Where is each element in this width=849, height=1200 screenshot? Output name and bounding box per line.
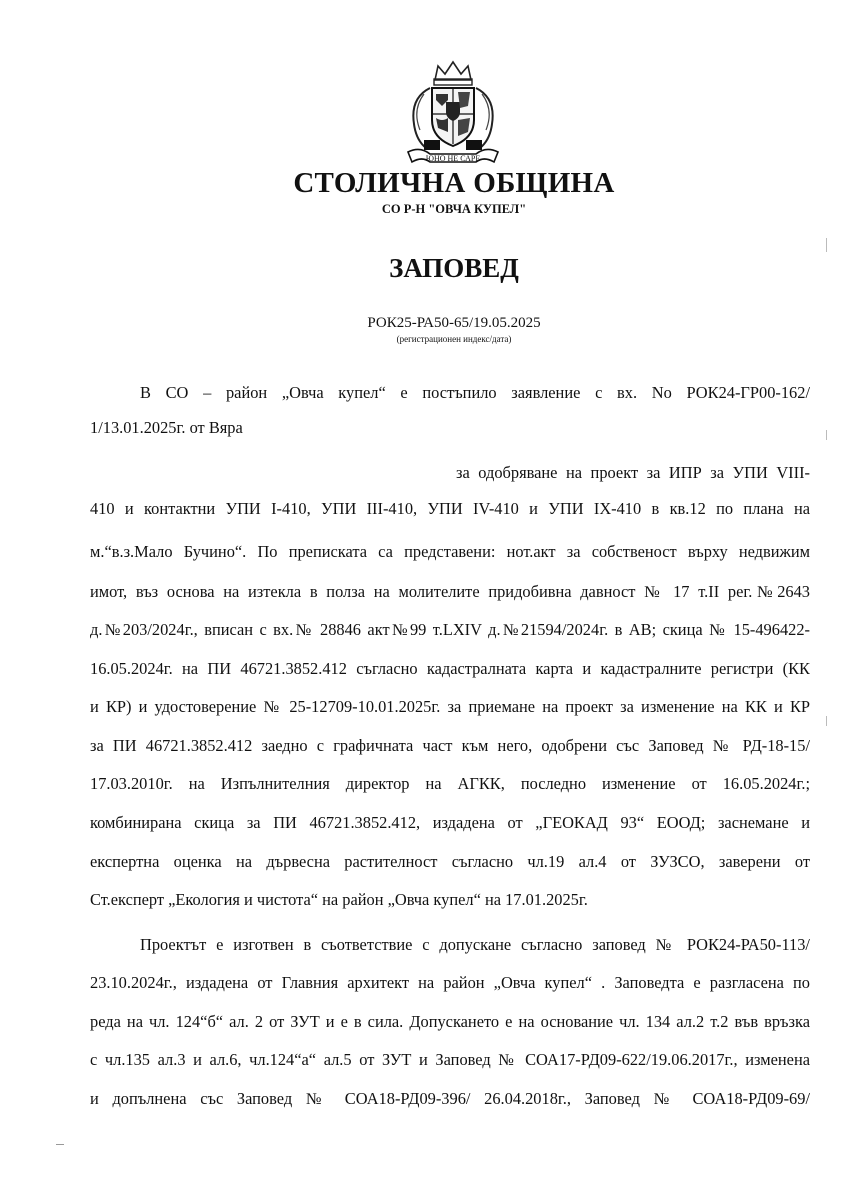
body-line: м.“в.з.Мало Бучино“. По преписката са представени: нот.акт за собственост върху недвижим: [90, 542, 810, 561]
district-name: СО Р-Н "ОВЧА КУПЕЛ": [381, 202, 527, 216]
scan-mark: [826, 716, 827, 726]
body-line: Проектът е изготвен в съответствие с допускане съгласно заповед № РОК24-РА50-113/: [140, 935, 810, 954]
body-line: и допълнена със Заповед № СОА18-РД09-396/ 26.04.2018г., Заповед № СОА18-РД09-69/: [90, 1089, 810, 1108]
body-line: 16.05.2024г. на ПИ 46721.3852.412 съгласно кадастралната карта и кадастралните регистри (КК: [90, 659, 810, 678]
scan-mark: [56, 1144, 64, 1145]
scan-mark: [826, 238, 827, 252]
registration-number: РОК25-РА50-65/19.05.2025: [367, 315, 541, 331]
document-title: ЗАПОВЕД: [389, 253, 519, 283]
body-line: с чл.135 ал.3 и ал.6, чл.124“а“ ал.5 от ЗУТ и Заповед № СОА17-РД09-622/19.06.2017г., изменена: [90, 1050, 810, 1069]
body-line: д.№203/2024г., вписан с вх.№ 28846 акт№99 т.LXIV д.№21594/2024г. в АВ; скица № 15-496422-: [90, 620, 810, 639]
body-line: Ст.експерт „Екология и чистота“ на район „Овча купел“ на 17.01.2025г.: [90, 890, 588, 909]
body-line: 410 и контактни УПИ I-410, УПИ III-410, УПИ IV-410 и УПИ IX-410 в кв.12 по плана на: [90, 499, 810, 518]
registration-caption: (регистрационен индекс/дата): [396, 334, 512, 344]
body-line: имот, въз основа на изтекла в полза на молителите придобивна давност № 17 т.II рег.№2643: [90, 582, 810, 601]
crest-motto: ЮНО НЕ САРЕ: [425, 154, 481, 163]
scan-mark: [826, 430, 827, 440]
body-line: 17.03.2010г. на Изпълнителния директор на АГКК, последно изменение от 16.05.2024г.;: [90, 774, 810, 793]
organization-name: СТОЛИЧНА ОБЩИНА: [293, 167, 615, 199]
body-line: 23.10.2024г., издадена от Главния архитект на район „Овча купел“ . Заповедта е разгласена по: [90, 973, 810, 992]
body-line: реда на чл. 124“б“ ал. 2 от ЗУТ и е в сила. Допускането е на основание чл. 134 ал.2 т.2 във връзка: [90, 1012, 810, 1031]
body-line: експертна оценка на дървесна растителност съгласно чл.19 ал.4 от ЗУЗСО, заверени от: [90, 852, 810, 871]
body-line: и КР) и удостоверение № 25-12709-10.01.2025г. за приемане на проект за изменение на КК и КР: [90, 697, 810, 716]
body-line: за одобряване на проект за ИПР за УПИ VIII-: [456, 463, 810, 482]
sofia-coat-of-arms-icon: [400, 58, 506, 170]
body-line: за ПИ 46721.3852.412 заедно с графичната част към него, одобрени със Заповед № РД-18-15/: [90, 736, 810, 755]
body-line: 1/13.01.2025г. от Вяра: [90, 418, 243, 437]
body-line: В СО – район „Овча купел“ е постъпило заявление с вх. No РОК24-ГР00-162/: [140, 383, 810, 402]
body-line: комбинирана скица за ПИ 46721.3852.412, издадена от „ГЕОКАД 93“ ЕООД; заснемане и: [90, 813, 810, 832]
